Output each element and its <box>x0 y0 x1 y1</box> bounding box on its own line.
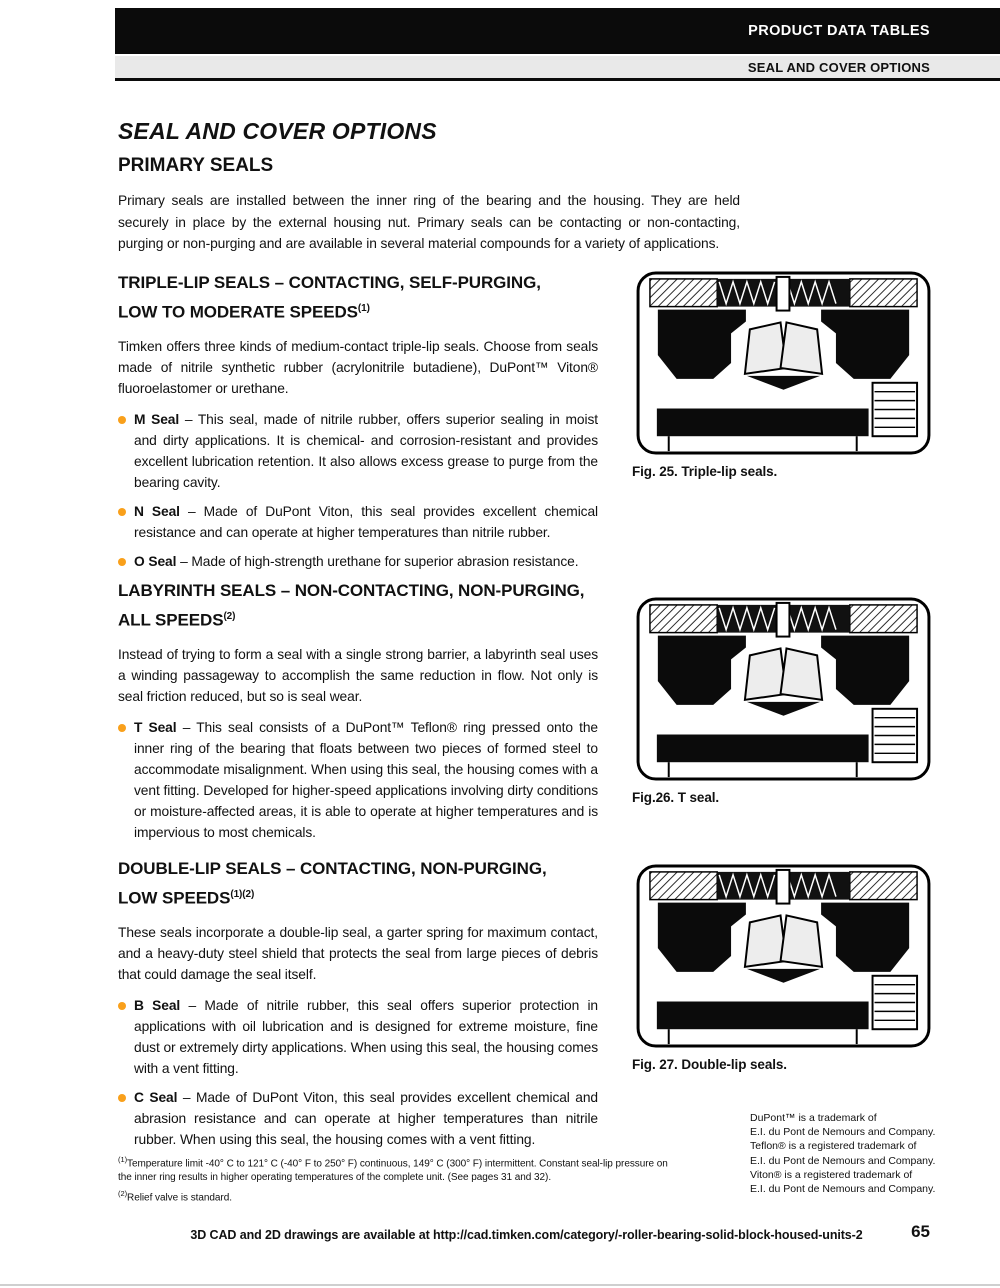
bullet-term: O Seal <box>134 553 177 569</box>
bullet-dot-icon <box>118 558 126 566</box>
trademark-line: E.I. du Pont de Nemours and Company. <box>750 1126 936 1139</box>
bullet-text: – Made of DuPont Viton, this seal provides excellent chemical resistance and can operate at higher temperatures than nitrile rubber. <box>134 503 598 540</box>
bullet-text: – Made of nitrile rubber, this seal offers superior protection in applications with oil lubrication and is designed for extreme moisture, fine dust or extremely dirty applications. When using this seal, the housing comes with a vent fitting. <box>134 997 598 1076</box>
bullet-item <box>118 717 598 843</box>
bullet-list <box>118 717 598 843</box>
bullet-item <box>118 409 598 493</box>
bullet-item <box>118 501 598 543</box>
bullet-list <box>118 409 598 572</box>
bullet-term: M Seal <box>134 411 180 427</box>
double-lip-seal-diagram <box>632 863 935 1049</box>
page-subtitle: PRIMARY SEALS <box>118 155 274 176</box>
page-title: SEAL AND COVER OPTIONS <box>118 118 437 144</box>
section-heading-line: LOW SPEEDS <box>118 888 231 908</box>
triple-lip-seal-diagram <box>632 270 935 456</box>
section-triple-lip-seals <box>118 270 935 580</box>
bullet-item <box>118 995 598 1079</box>
footnote-text: Relief valve is standard. <box>127 1192 232 1204</box>
subheader-bar <box>115 56 1000 81</box>
bullet-text: – This seal consists of a DuPont™ Teflon® ring pressed onto the inner ring of the bearing that floats between two pieces of formed steel to accommodate misalignment. When using this seal, the housing comes with a vent fitting. Developed for higher-speed applications involving dirty conditions or moisture-affected areas, it is able to operate at higher temperatures and is impervious to most chemicals. <box>134 719 598 840</box>
section-heading-line: DOUBLE-LIP SEALS – CONTACTING, NON-PURGING, <box>118 859 547 878</box>
header-title: PRODUCT DATA TABLES <box>748 23 930 39</box>
bullet-text: – This seal, made of nitrile rubber, offers superior sealing in moist and dirty applications. It is chemical- and corrosion-resistant and provides excellent lubrication retention. It also allows excess grease to purge from the bearing cavity. <box>134 411 598 490</box>
bullet-term: N Seal <box>134 503 180 519</box>
footnote-ref: (1)(2) <box>230 889 255 900</box>
bullet-item <box>118 551 598 572</box>
bullet-list <box>118 995 598 1150</box>
bullet-dot-icon <box>118 1002 126 1010</box>
section-text-column <box>118 578 598 851</box>
footnote-ref: (2) <box>223 611 236 622</box>
bullet-text: – Made of DuPont Viton, this seal provides excellent chemical and abrasion resistance and can operate at higher temperatures than nitrile rubber. When using this seal, the housing comes with a vent fitting. <box>134 1089 598 1147</box>
bullet-dot-icon <box>118 416 126 424</box>
page-intro-block <box>118 118 935 255</box>
subheader-title: SEAL AND COVER OPTIONS <box>747 59 930 75</box>
bullet-dot-icon <box>118 508 126 516</box>
bullet-term: B Seal <box>134 997 181 1013</box>
bullet-term: T Seal <box>134 719 177 735</box>
trademark-line: Teflon® is a registered trademark of <box>750 1140 917 1153</box>
page-number: 65 <box>911 1222 930 1241</box>
t-seal-diagram <box>632 596 935 782</box>
figure-caption: Fig.26. T seal. <box>632 790 720 805</box>
footnote-item <box>118 1153 683 1184</box>
section-text-column <box>118 270 598 580</box>
section-heading-line: LABYRINTH SEALS – NON-CONTACTING, NON-PURGING, <box>118 581 585 600</box>
intro-paragraph: Primary seals are installed between the inner ring of the bearing and the housing. They are held securely in place by the external housing nut. Primary seals can be contacting or non-contacting, purging or non-purging and are available in several material compounds for a variety of applications. <box>118 193 740 251</box>
footnote-marker: (2) <box>118 1189 128 1199</box>
bullet-item <box>118 1087 598 1150</box>
footnote-item <box>118 1187 683 1205</box>
header-bar <box>115 8 1000 54</box>
bullet-dot-icon <box>118 724 126 732</box>
section-body: These seals incorporate a double-lip seal, a garter spring for maximum contact, and a heavy-duty steel shield that protects the seal from large pieces of debris that could damage the seal itself. <box>118 924 598 982</box>
footnote-marker: (1) <box>118 1155 128 1164</box>
section-heading-line: ALL SPEEDS <box>118 610 224 630</box>
bullet-dot-icon <box>118 1094 126 1102</box>
footer-note: 3D CAD and 2D drawings are available at http://cad.timken.com/category/-roller-bearing-solid-block-housed-units-2 <box>190 1228 863 1242</box>
figure-26 <box>632 596 935 851</box>
trademark-line: E.I. du Pont de Nemours and Company. <box>750 1154 936 1167</box>
bullet-text: – Made of high-strength urethane for superior abrasion resistance. <box>180 553 579 569</box>
figure-caption: Fig. 25. Triple-lip seals. <box>632 464 778 479</box>
section-heading-line: LOW TO MODERATE SPEEDS <box>118 302 358 322</box>
trademark-notes <box>750 1111 935 1196</box>
section-text-column <box>118 856 598 1158</box>
section-heading <box>118 578 598 634</box>
footnote-ref: (1) <box>357 303 370 314</box>
figure-caption: Fig. 27. Double-lip seals. <box>632 1057 787 1072</box>
trademark-line: DuPont™ is a trademark of <box>750 1112 877 1124</box>
bottom-rule <box>0 1284 1000 1286</box>
figure-25 <box>632 270 935 580</box>
trademark-line: Viton® is a registered trademark of <box>750 1168 913 1181</box>
section-heading <box>118 270 598 326</box>
footnotes <box>118 1153 683 1208</box>
section-heading <box>118 856 598 912</box>
bullet-term: C Seal <box>134 1089 178 1105</box>
section-heading-line: TRIPLE-LIP SEALS – CONTACTING, SELF-PURGING, <box>118 273 541 292</box>
footnote-text: Temperature limit -40° C to 121° C (-40° F to 250° F) continuous, 149° C (300° F) intermittent. Constant seal-lip pressure on the inner ring results in higher operating temperatures of the complete unit. (See pages 31 and 32). <box>118 1158 668 1183</box>
section-labyrinth-seals <box>118 578 935 851</box>
section-body: Timken offers three kinds of medium-contact triple-lip seals. Choose from seals made of nitrile synthetic rubber (acrylonitrile butadiene), DuPont™ Viton® fluoroelastomer or urethane. <box>118 338 598 396</box>
section-body: Instead of trying to form a seal with a single strong barrier, a labyrinth seal uses a winding passageway to accomplish the same reduction in flow. Not only is seal friction reduced, but so is seal wear. <box>118 646 598 704</box>
trademark-line: E.I. du Pont de Nemours and Company. <box>750 1183 936 1196</box>
